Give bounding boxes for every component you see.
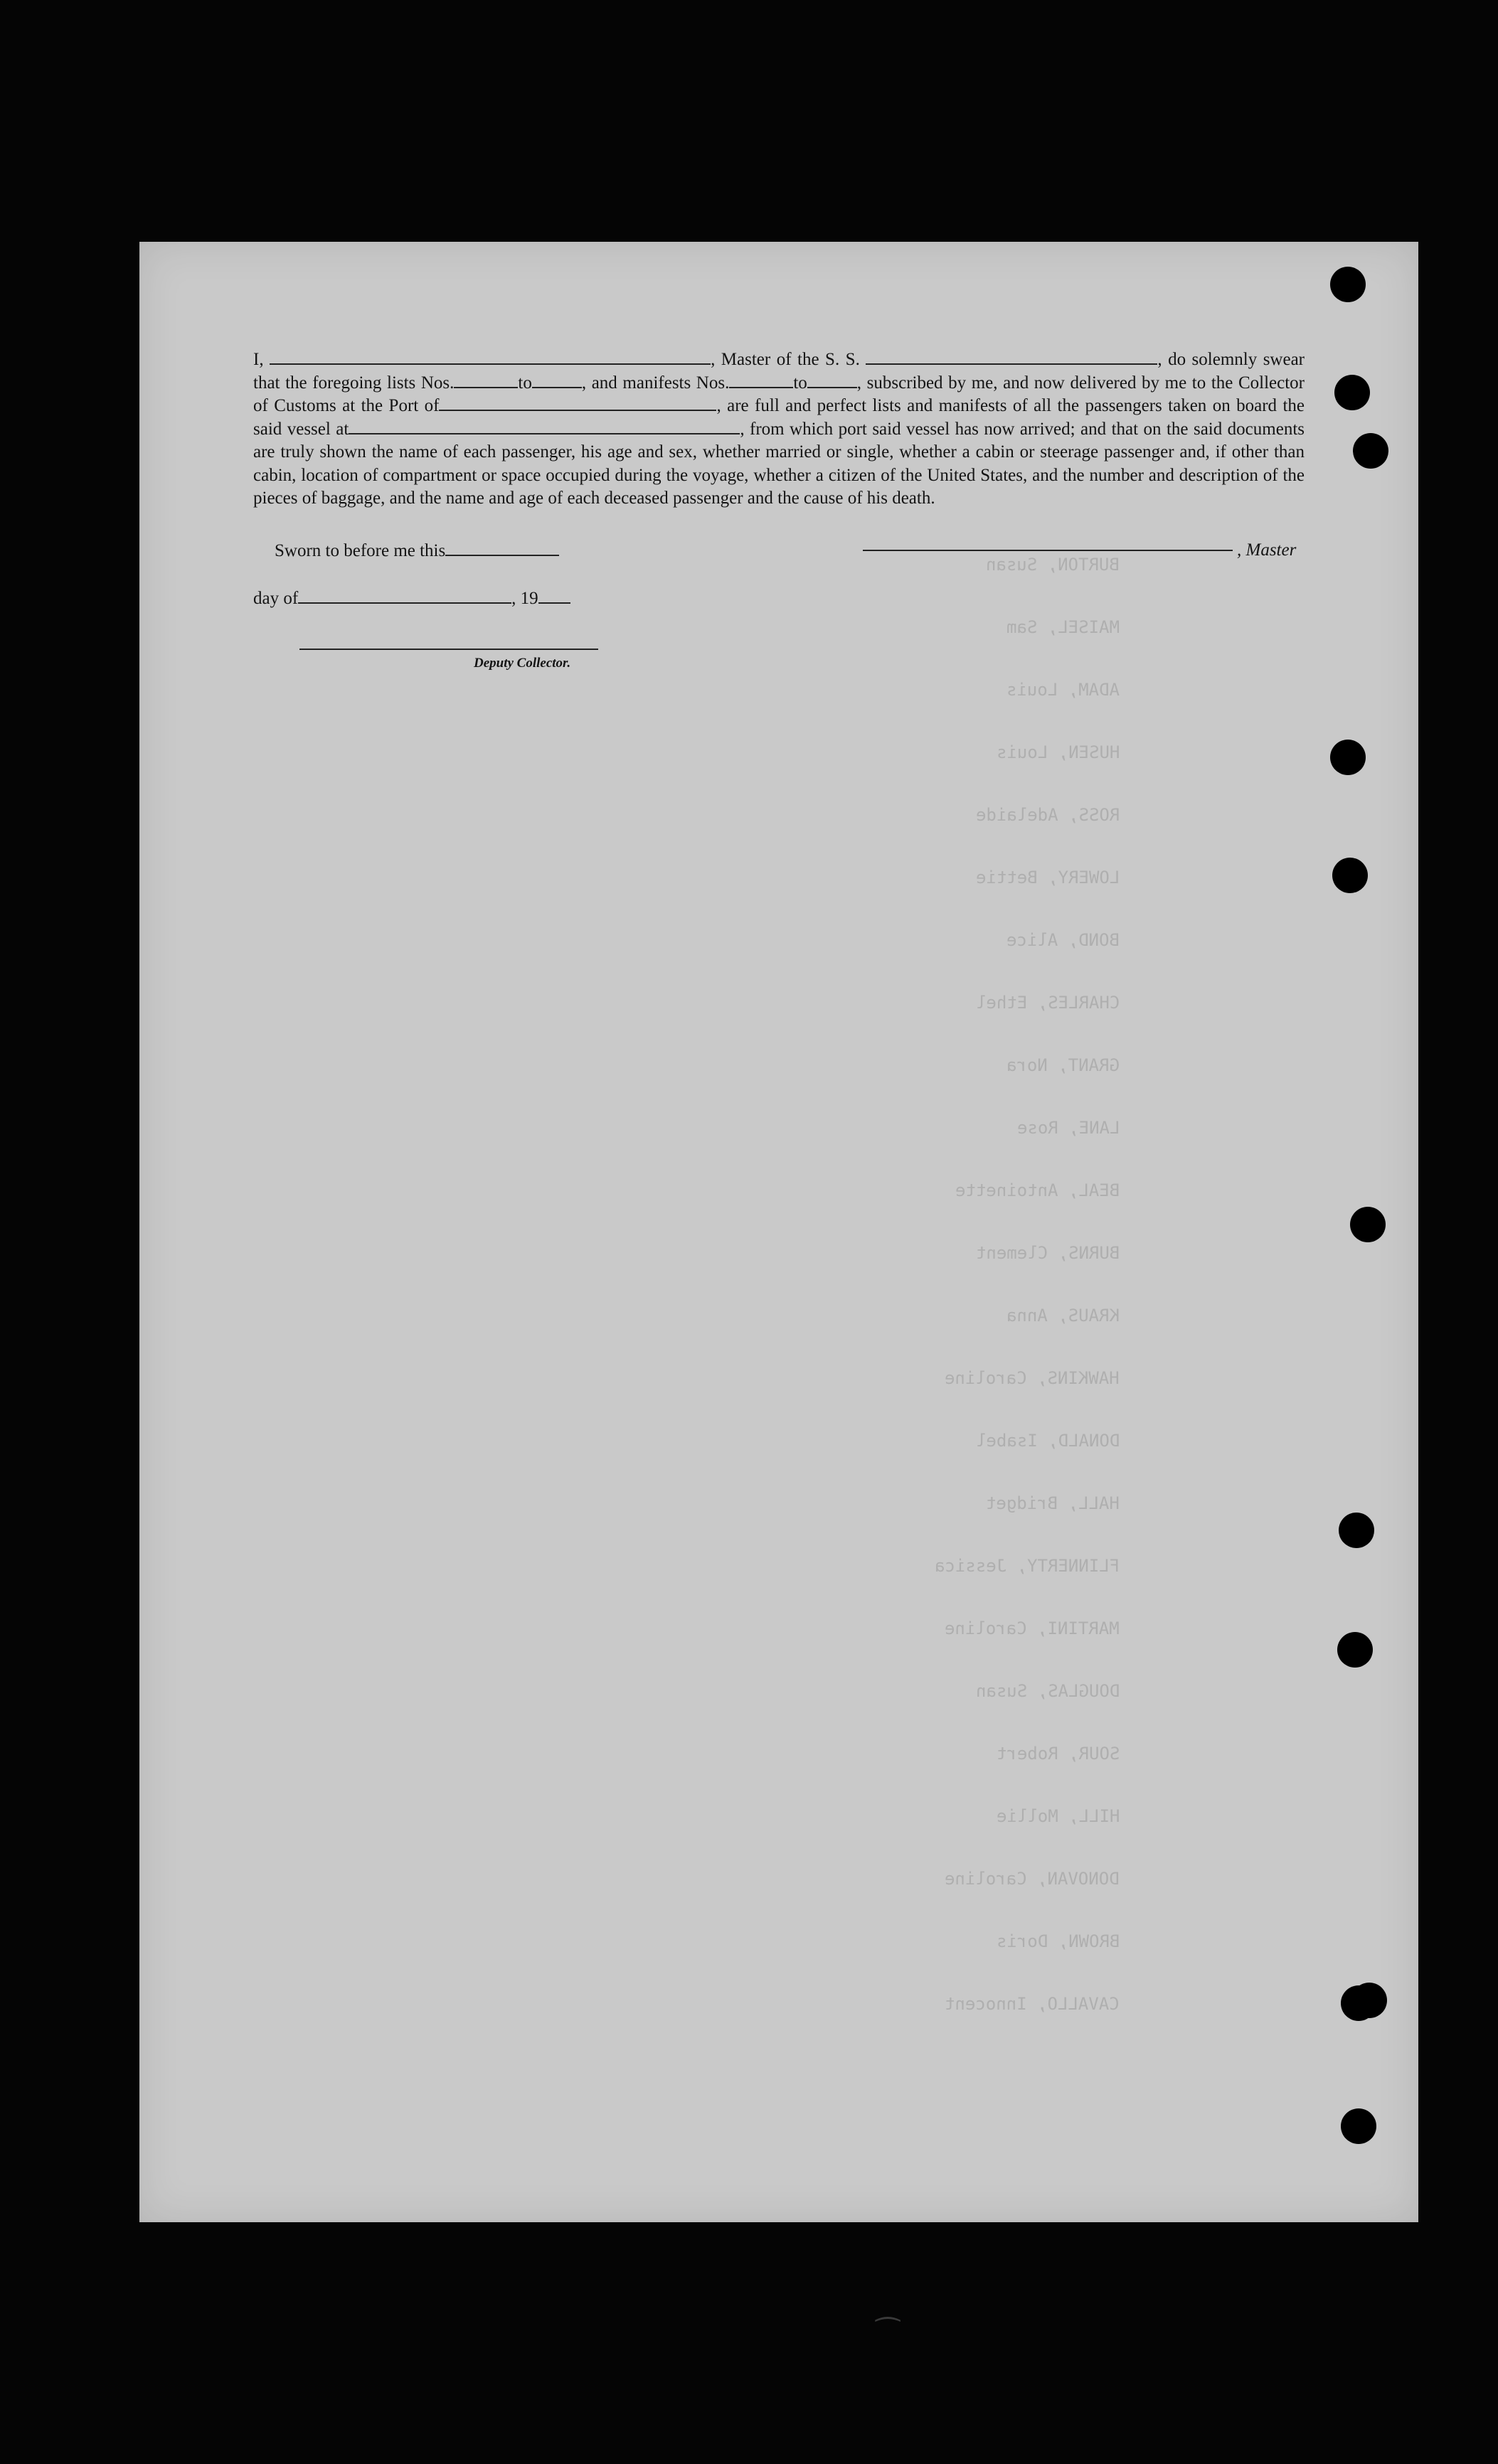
declaration-subscribed: , subscribed by me, and now delivered by me to the Collector of Customs at the Port of [253, 373, 1305, 415]
day-of-text: day of [253, 589, 299, 608]
bleed-through-name: HALL, Bridget [986, 1493, 1120, 1513]
master-signature-line [863, 550, 1233, 551]
punch-hole [1351, 1983, 1387, 2018]
declaration-to-1: to [518, 373, 532, 393]
bleed-through-name: BOND, Alice [1006, 930, 1120, 950]
year-prefix: , 19 [511, 589, 538, 608]
bleed-through-name: HILL, Mollie [996, 1806, 1120, 1826]
bleed-through-name: CAVALLO, Innocent [945, 1994, 1120, 2014]
declaration-manifests: , and manifests Nos. [581, 373, 730, 393]
departure-port-blank [349, 419, 740, 434]
punch-hole [1330, 740, 1366, 775]
punch-hole [1332, 858, 1368, 893]
master-declaration [253, 348, 1305, 511]
bleed-through-name: BURNS, Clement [975, 1243, 1120, 1263]
bleed-through-name: HAWKINS, Caroline [945, 1368, 1120, 1388]
declaration-full: , are full and perfect lists and manifests of all the passengers taken on board the said vessel at [253, 396, 1305, 439]
manifest-from-blank [729, 373, 793, 388]
bleed-through-name: BEAL, Antoinette [955, 1180, 1120, 1200]
declaration-intro: I, [253, 350, 264, 369]
bleed-through-name: LOWERY, Bettie [975, 868, 1120, 887]
sworn-text: Sworn to before me this [275, 541, 446, 560]
manifest-to-blank [807, 373, 857, 388]
declaration-solemnly: , do solemnly swear that the foregoing lists Nos. [253, 350, 1305, 393]
bleed-through-name: BURTON, Susan [986, 555, 1120, 575]
ship-name-blank [866, 349, 1157, 365]
bleed-through-name: HUSEN, Louis [996, 742, 1120, 762]
bleed-through-name: SOUR, Robert [996, 1744, 1120, 1764]
punch-hole [1334, 375, 1370, 410]
master-name-blank [270, 349, 711, 365]
bleed-through-name: GRANT, Nora [1006, 1055, 1120, 1075]
bleed-through-name: BROWN, Doris [996, 1931, 1120, 1951]
declaration-to-2: to [793, 373, 807, 393]
bleed-through-name: ADAM, Louis [1006, 680, 1120, 700]
port-blank [439, 395, 716, 411]
film-edge-mark: ⁀ [876, 2318, 900, 2350]
declaration-master-of: , Master of the S. S. [711, 350, 860, 369]
bleed-through-name: ROSS, Adelaide [975, 805, 1120, 825]
bleed-through-name: DOUGLAS, Susan [975, 1681, 1120, 1701]
bleed-through-name: CHARLES, Ethel [975, 993, 1120, 1013]
declaration-body: , from which port said vessel has now arrived; and that on the said documents are truly shown the name of each passenger, his age and sex, whether married or single, whether a cabin or steerage passenger and, if other than cabin, location of compartment or space occupied during the voyage, whether a citizen of the United States, and the number and description of the pieces of baggage, and the name and age of each deceased passenger and the cause of his death. [253, 419, 1305, 508]
punch-hole [1339, 1513, 1374, 1548]
punch-hole [1350, 1207, 1386, 1242]
day-of-line [253, 588, 570, 609]
manifest-page [139, 242, 1418, 2222]
sworn-day-blank [445, 540, 559, 556]
punch-hole [1330, 267, 1366, 302]
deputy-collector-label: Deputy Collector. [474, 656, 571, 671]
bleed-through-name: DONOVAN, Caroline [945, 1869, 1120, 1889]
sworn-line [275, 540, 559, 561]
master-label: , Master [1237, 540, 1297, 560]
day-of-blank [298, 588, 511, 604]
deputy-signature-line [299, 649, 598, 650]
bleed-through-name: KRAUS, Anna [1006, 1306, 1120, 1326]
bleed-through-name: FLINNERTY, Jessica [934, 1556, 1120, 1576]
punch-hole [1337, 1632, 1373, 1668]
bleed-through-name: MAISEL, Sam [1006, 617, 1120, 637]
bleed-through-name: MARTINI, Caroline [945, 1618, 1120, 1638]
list-to-blank [532, 373, 582, 388]
bleed-through-name: LANE, Rose [1016, 1118, 1120, 1138]
punch-hole [1353, 433, 1388, 469]
bleed-through-name: DONALD, Isabel [975, 1431, 1120, 1451]
bleed-through-text [139, 242, 1418, 2222]
punch-hole [1341, 2108, 1376, 2144]
list-from-blank [454, 373, 518, 388]
year-blank [538, 588, 570, 604]
